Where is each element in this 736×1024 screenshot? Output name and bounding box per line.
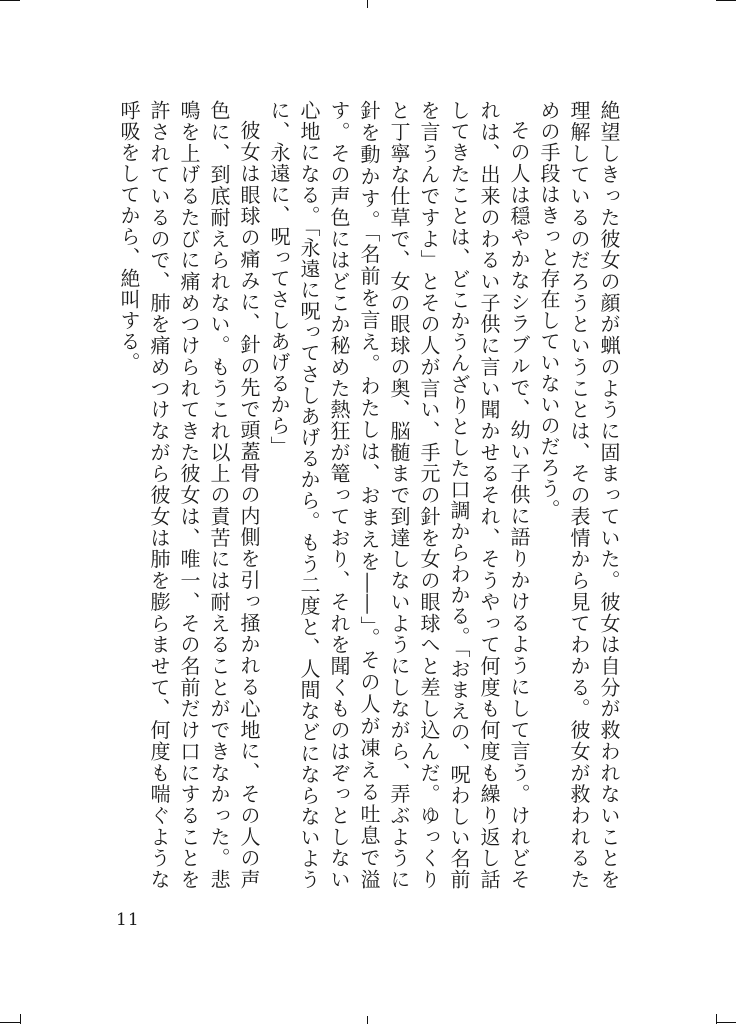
vertical-body-text	[104, 100, 624, 890]
crop-mark-bottom-left-v	[20, 1014, 21, 1024]
crop-mark-top-center	[367, 0, 368, 8]
page-number: 11	[116, 910, 140, 930]
crop-mark-bottom-left	[0, 1022, 20, 1023]
crop-mark-bottom-right-v	[716, 1014, 717, 1024]
crop-mark-top-left	[0, 0, 20, 1]
crop-mark-top-right	[716, 0, 736, 1]
crop-mark-bottom-right	[716, 1022, 736, 1023]
paragraph-1: 絶望しきった彼女の顔が蝋のように固まっていた。彼女は自分が救われないことを理解しているのだろうということは、その表情から見てわかる。彼女が救われるための手段はきっと存在していないのだろう。	[537, 100, 621, 890]
paragraph-3: 彼女は眼球の痛みに、針の先で頭蓋骨の内側を引っ掻かれる心地に、その人の声色に、到底耐えられない。もうこれ以上の責苦には耐えることができなかった。悲鳴を上げるたびに痛めつけられてきた彼女は、唯一、その名前だけ口にすることを許されているので、肺を痛めつけながら彼女は肺を膨らませて、何度も喘ぐような呼吸をしてから、絶叫する。	[117, 100, 261, 890]
crop-mark-bottom-center	[367, 1016, 368, 1024]
paragraph-2: その人は穏やかなシラブルで、幼い子供に語りかけるようにして言う。けれどそれは、出来のわるい子供に言い聞かせるそれ、そうやって何度も何度も繰り返し話してきたことは、どこかうんざりとした口調からわかる。「おまえの、呪わしい名前を言うんですよ」とその人が言い、手元の針を女の眼球へと差し込んだ。ゆっくりと丁寧な仕草で、女の眼球の奥、脳髄まで到達しないようにしながら、弄ぶように針を動かす。「名前を言え。わたしは、おまえを――」。その人が凍える吐息で溢す。その声色にはどこか秘めた熱狂が篭っており、それを聞くものはぞっとしない心地になる。「永遠に呪ってさしあげるから。もう二度と、人間などにならないように、永遠に、呪ってさしあげるから」	[267, 100, 531, 891]
